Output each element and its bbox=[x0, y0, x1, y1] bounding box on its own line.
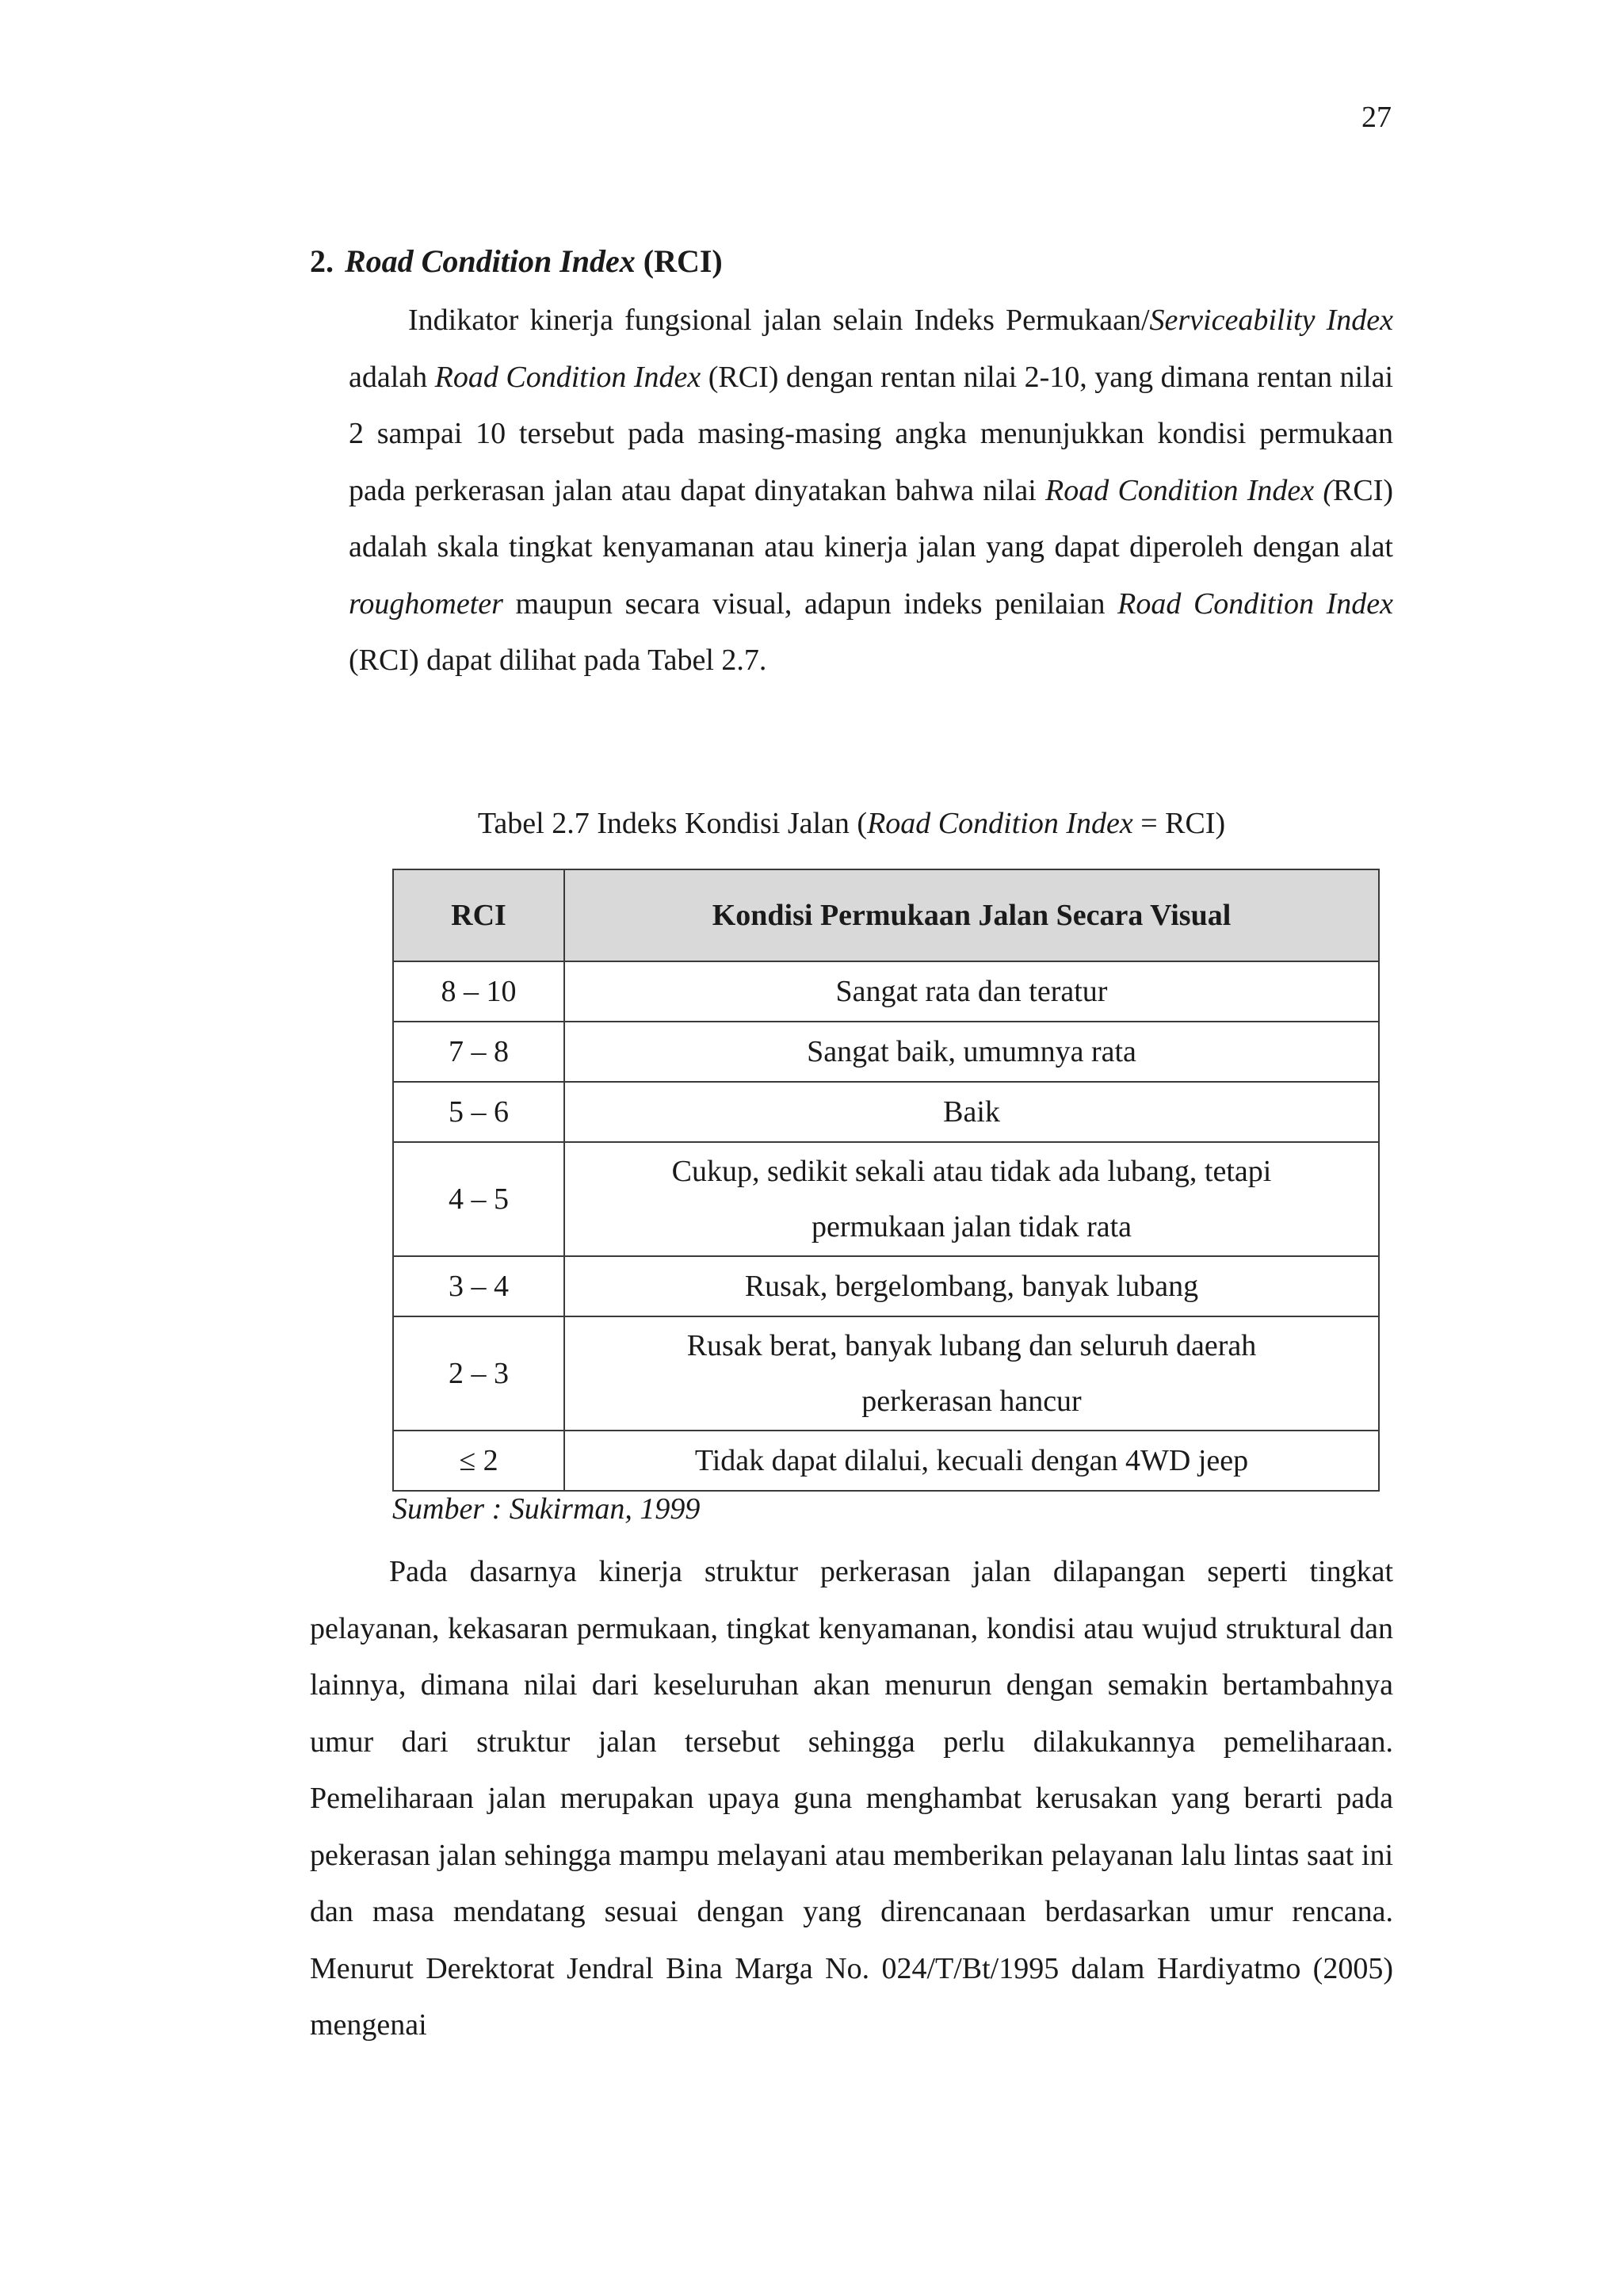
page-number: 27 bbox=[1361, 101, 1392, 134]
table-header-rci: RCI bbox=[393, 869, 564, 961]
paragraph-text: (RCI) dengan rentan nilai 2-10, yang dimana rentan nilai 2 sampai 10 tersebut pada masing-masing angka menunjukkan kondisi permukaan pada perkerasan jalan atau dapat dinyatakan bahwa nilai bbox=[349, 360, 1394, 507]
table-row bbox=[393, 1082, 1379, 1142]
section-heading bbox=[310, 243, 723, 280]
table-row bbox=[393, 1142, 1379, 1256]
paragraph-rci-intro bbox=[349, 292, 1393, 690]
paragraph-text: Indikator kinerja fungsional jalan selain Indeks Permukaan/ bbox=[408, 304, 1150, 337]
table-cell-kondisi: Tidak dapat dilalui, kecuali dengan 4WD jeep bbox=[564, 1431, 1379, 1491]
table-row bbox=[393, 961, 1379, 1022]
table-row bbox=[393, 1316, 1379, 1431]
table-row bbox=[393, 1022, 1379, 1082]
paragraph-text: RCI) adalah skala tingkat kenyamanan atau kinerja jalan yang dapat diperoleh dengan alat bbox=[349, 473, 1393, 563]
caption-text: Tabel 2.7 Indeks Kondisi Jalan ( bbox=[477, 807, 868, 840]
caption-text: = RCI) bbox=[1132, 807, 1226, 840]
cell-line: permukaan jalan tidak rata bbox=[811, 1210, 1132, 1244]
table-cell-kondisi: Sangat baik, umumnya rata bbox=[564, 1022, 1379, 1082]
paragraph-italic-term: Road Condition Index ( bbox=[1045, 473, 1333, 507]
section-title-italic: Road Condition Index bbox=[345, 243, 636, 279]
table-cell-kondisi bbox=[564, 1142, 1379, 1256]
rci-table bbox=[392, 869, 1380, 1492]
table-header-kondisi: Kondisi Permukaan Jalan Secara Visual bbox=[564, 869, 1379, 961]
table-cell-rci: ≤ 2 bbox=[393, 1431, 564, 1491]
table-cell-rci: 7 – 8 bbox=[393, 1022, 564, 1082]
table-cell-kondisi: Baik bbox=[564, 1082, 1379, 1142]
paragraph-text: (RCI) dapat dilihat pada Tabel 2.7. bbox=[349, 644, 767, 677]
table-cell-rci: 2 – 3 bbox=[393, 1316, 564, 1431]
table-cell-rci: 8 – 10 bbox=[393, 961, 564, 1022]
paragraph-italic-term: Road Condition Index bbox=[434, 360, 701, 394]
paragraph-text: maupun secara visual, adapun indeks penilaian bbox=[502, 586, 1118, 621]
cell-line: Rusak berat, banyak lubang dan seluruh daerah bbox=[686, 1329, 1257, 1362]
table-cell-kondisi: Sangat rata dan teratur bbox=[564, 961, 1379, 1022]
section-number: 2. bbox=[310, 243, 334, 279]
table-cell-rci: 3 – 4 bbox=[393, 1256, 564, 1316]
paragraph-text: adalah bbox=[349, 360, 435, 394]
caption-italic: Road Condition Index bbox=[867, 807, 1133, 840]
table-cell-kondisi bbox=[564, 1316, 1379, 1431]
paragraph-italic-term: Road Condition Index bbox=[1117, 586, 1393, 621]
paragraph-maintenance: Pada dasarnya kinerja struktur perkerasan jalan dilapangan seperti tingkat pelayanan, kekasaran permukaan, tingkat kenyamanan, kondisi atau wujud struktural dan lainnya, dimana nilai dari keseluruhan akan menurun dengan semakin bertambahnya umur dari struktur jalan tersebut sehingga perlu dilakukannya pemeliharaan. Pemeliharaan jalan merupakan upaya guna menghambat kerusakan yang berarti pada pekerasan jalan sehingga mampu melayani atau memberikan pelayanan lalu lintas saat ini dan masa mendatang sesuai dengan yang direncanaan berdasarkan umur rencana. Menurut Derektorat Jendral Bina Marga No. 024/T/Bt/1995 dalam Hardiyatmo (2005) mengenai bbox=[310, 1555, 1393, 2042]
cell-line: perkerasan hancur bbox=[861, 1385, 1082, 1418]
table-row bbox=[393, 1431, 1379, 1491]
table-cell-kondisi: Rusak, bergelombang, banyak lubang bbox=[564, 1256, 1379, 1316]
cell-line: Cukup, sedikit sekali atau tidak ada lubang, tetapi bbox=[671, 1155, 1272, 1188]
table-header-row bbox=[393, 869, 1379, 961]
table-cell-rci: 5 – 6 bbox=[393, 1082, 564, 1142]
section-title-suffix: (RCI) bbox=[635, 243, 723, 279]
table-caption bbox=[310, 806, 1393, 841]
paragraph-italic-term: roughometer bbox=[349, 586, 503, 621]
table-row bbox=[393, 1256, 1379, 1316]
table-source: Sumber : Sukirman, 1999 bbox=[392, 1492, 701, 1526]
table-cell-rci: 4 – 5 bbox=[393, 1142, 564, 1256]
paragraph-italic-term: Serviceability Index bbox=[1149, 304, 1393, 337]
